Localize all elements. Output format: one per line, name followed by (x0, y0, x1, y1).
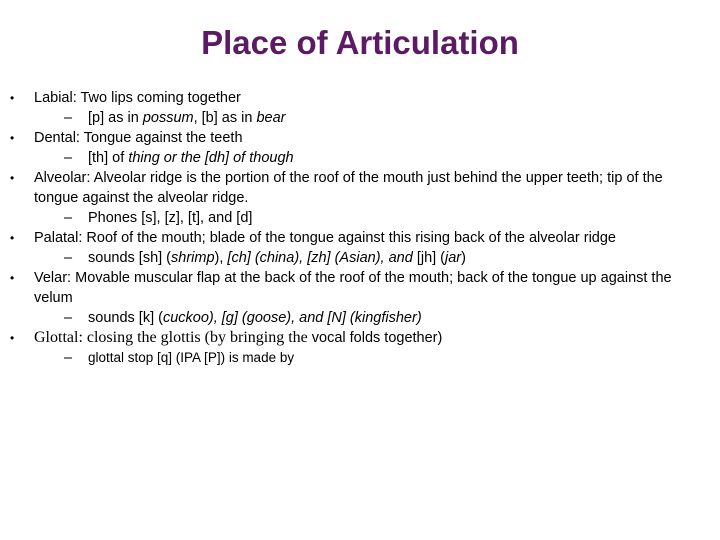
sub-item-text: Phones [s], [z], [t], and [d] (88, 210, 253, 226)
sub-item (64, 308, 708, 328)
dash-icon: – (64, 210, 73, 226)
bullet-icon: • (10, 331, 15, 345)
sub-text-part: , [b] as in (193, 110, 257, 126)
dash-icon: – (64, 250, 73, 266)
item-heading: Alveolar: Alveolar ridge is the portion of the roof of the mouth just behind the (34, 170, 526, 186)
sub-item (64, 348, 708, 368)
bullet-icon: • (10, 231, 15, 245)
sub-text-part: [jh] ( (416, 250, 446, 266)
item-heading: Labial: (34, 90, 81, 106)
list-item-velar (8, 268, 708, 308)
list-item-glottal (8, 328, 708, 348)
list-item-palatal (8, 228, 708, 248)
item-text (34, 228, 708, 248)
sub-text-part: ), (214, 250, 228, 266)
list-item-alveolar (8, 168, 708, 208)
item-text (34, 268, 708, 308)
bullet-list (8, 88, 708, 368)
sub-text-italic: bear (256, 110, 286, 126)
sub-text-italic: jar (445, 250, 462, 266)
dash-icon: – (64, 310, 73, 326)
item-text (34, 328, 708, 348)
dash-icon: – (64, 350, 73, 366)
dash-icon: – (64, 110, 73, 126)
sub-text-italic: thing or the [dh] of though (128, 150, 294, 166)
sub-item (64, 248, 708, 268)
slide-title: Place of Articulation (201, 24, 519, 61)
item-heading: Glottal: closing the glottis (by bringing the (34, 329, 312, 346)
item-text (34, 168, 708, 208)
sub-text-italic: cuckoo), [g] (goose), and [N] (kingfisher) (162, 310, 422, 326)
sub-item-text (88, 248, 708, 268)
dash-icon: – (64, 150, 73, 166)
item-body: Movable muscular flap at the back of the roof of the mouth; back of the tongue up against the velum (34, 270, 672, 306)
sub-item (64, 108, 708, 128)
sub-text-italic: shrimp (171, 250, 215, 266)
sub-item-text (88, 148, 708, 168)
item-body: Two lips coming together (80, 90, 241, 106)
bullet-icon: • (10, 91, 15, 105)
item-body: Roof of the mouth; blade of the tongue against this rising back of the alveolar ridge (86, 230, 616, 246)
item-heading: Dental: Tongue against the teeth (34, 130, 243, 146)
bullet-icon: • (10, 271, 15, 285)
sub-item (64, 148, 708, 168)
list-item-dental (8, 128, 708, 148)
bullet-icon: • (10, 131, 15, 145)
bullet-icon: • (10, 171, 15, 185)
sub-text-part: [p] as in (88, 110, 143, 126)
sub-item-text: glottal stop [q] (IPA [P]) is made by (88, 350, 295, 365)
sub-item (64, 208, 708, 228)
item-body: upper teeth; tip of the tongue against the alveolar ridge. (34, 170, 663, 206)
list-item-labial (8, 88, 708, 108)
sub-text-italic: possum (142, 110, 194, 126)
sub-text-part: sounds [sh] ( (88, 250, 172, 266)
sub-text-part: ) (461, 250, 466, 266)
sub-text-part: [th] of (88, 150, 129, 166)
sub-item-text (88, 108, 708, 128)
sub-item-text (88, 308, 708, 328)
item-text (34, 88, 708, 108)
sub-text-italic: [ch] (china), [zh] (Asian), and (227, 250, 417, 266)
item-heading: Velar: (34, 270, 76, 286)
item-heading: Palatal: (34, 230, 87, 246)
item-body: vocal folds together) (311, 330, 443, 346)
sub-text-part: sounds [k] ( (88, 310, 163, 326)
